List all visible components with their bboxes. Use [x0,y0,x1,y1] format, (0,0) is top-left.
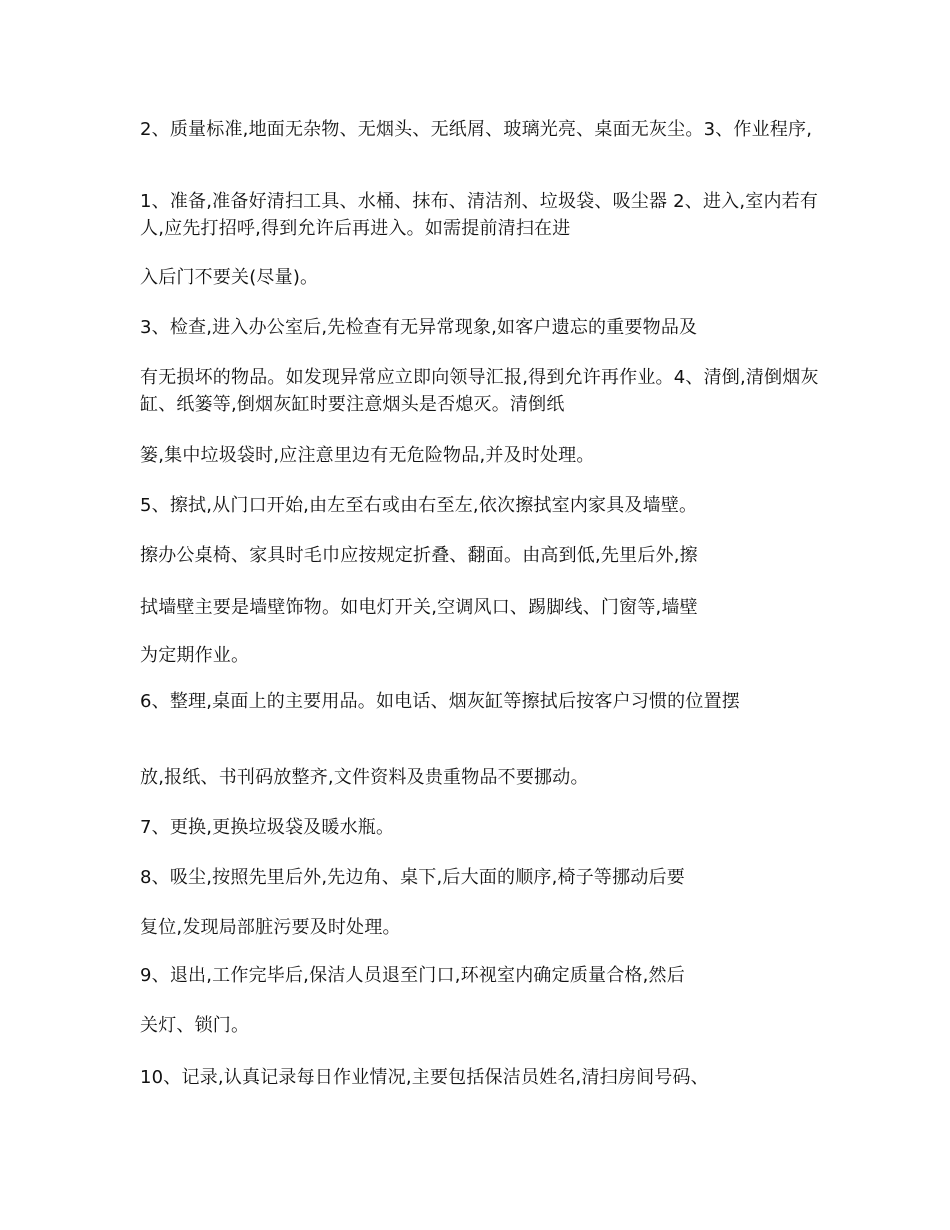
paragraph-arrange: 6、整理,桌面上的主要用品。如电话、烟灰缸等擦拭后按客户习惯的位置摆 [140,691,740,712]
paragraph-record: 10、记录,认真记录每日作业情况,主要包括保洁员姓名,清扫房间号码、 [140,1067,709,1088]
paragraph-wipe: 5、擦拭,从门口开始,由左至右或由右至左,依次擦拭室内家具及墙壁。 [140,495,698,516]
paragraph-report-empty: 有无损坏的物品。如发现异常应立即向领导汇报,得到允许再作业。4、清倒,清倒烟灰缸、纸篓等,倒烟灰缸时要注意烟头是否熄灭。清倒纸 [140,367,819,415]
paragraph-lock: 关灯、锁门。 [140,1015,250,1036]
paragraph-arrange-cont: 放,报纸、书刊码放整齐,文件资料及贵重物品不要挪动。 [140,767,589,788]
paragraph-wipe-wall: 拭墙壁主要是墙壁饰物。如电灯开关,空调风口、踢脚线、门窗等,墙壁 [140,597,698,618]
paragraph-wipe-furniture: 擦办公桌椅、家具时毛巾应按规定折叠、翻面。由高到低,先里后外,擦 [140,545,698,566]
paragraph-inspect: 3、检查,进入办公室后,先检查有无异常现象,如客户遗忘的重要物品及 [140,317,698,338]
paragraph-vacuum-cont: 复位,发现局部脏污要及时处理。 [140,917,401,938]
paragraph-basket: 篓,集中垃圾袋时,应注意里边有无危险物品,并及时处理。 [140,445,595,466]
paragraph-periodic: 为定期作业。 [140,645,250,666]
paragraph-replace: 7、更换,更换垃圾袋及暖水瓶。 [140,817,395,838]
paragraph-prepare-enter: 1、准备,准备好清扫工具、水桶、抹布、清洁剂、垃圾袋、吸尘器 2、进入,室内若有人,应先打招呼,得到允许后再进入。如需提前清扫在进 [140,191,819,239]
paragraph-exit: 9、退出,工作完毕后,保洁人员退至门口,环视室内确定质量合格,然后 [140,965,685,986]
paragraph-vacuum: 8、吸尘,按照先里后外,先边角、桌下,后大面的顺序,椅子等挪动后要 [140,867,685,888]
paragraph-quality-standard: 2、质量标准,地面无杂物、无烟头、无纸屑、玻璃光亮、桌面无灰尘。3、作业程序, [140,119,813,140]
paragraph-door-note: 入后门不要关(尽量)。 [140,267,319,288]
